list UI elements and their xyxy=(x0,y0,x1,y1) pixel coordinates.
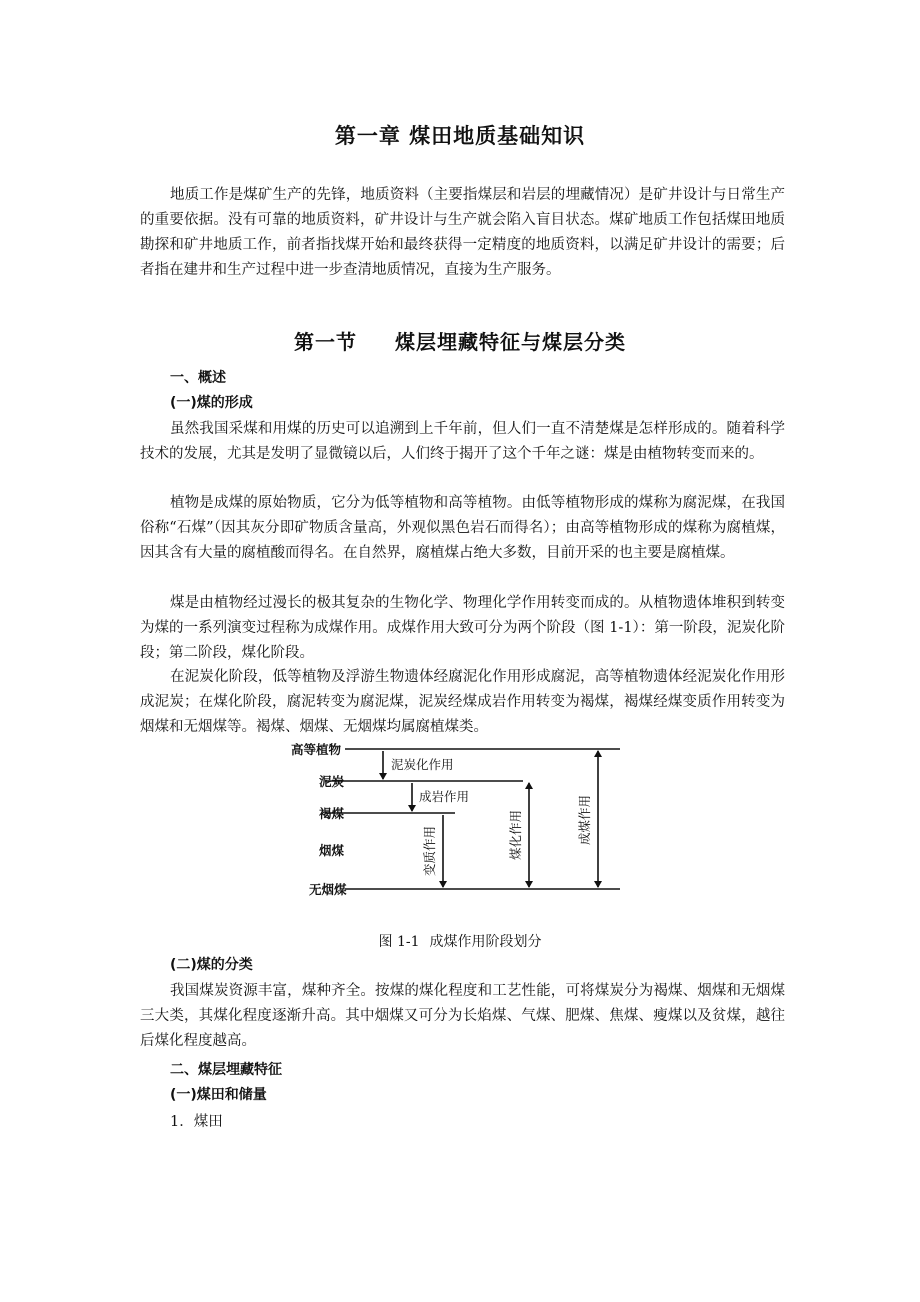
heading-coalfield-reserves: (一)煤田和储量 xyxy=(170,1087,267,1103)
figure-coal-forming-stages xyxy=(285,738,625,903)
label-coalification: 煤化作用 xyxy=(508,809,523,861)
label-bituminous: 烟煤 xyxy=(319,843,345,858)
heading-seam-burial: 二、煤层埋藏特征 xyxy=(170,1062,282,1078)
paragraph-formation-history: 虽然我国采煤和用煤的历史可以追溯到上千年前，但人们一直不清楚煤是怎样形成的。随着科学技术的发展，尤其是发明了显微镜以后，人们终于揭开了这个千年之谜：煤是由植物转变而来的。 xyxy=(140,421,785,462)
figure-caption-text: 成煤作用阶段划分 xyxy=(429,934,542,950)
stage-diagram xyxy=(285,738,625,903)
label-diagenesis: 成岩作用 xyxy=(419,789,470,804)
intro-paragraph: 地质工作是煤矿生产的先锋，地质资料（主要指煤层和岩层的埋藏情况）是矿井设计与日常生产的重要依据。没有可靠的地质资料，矿井设计与生产就会陷入盲目状态。煤矿地质工作包括煤田地质勘探和矿井地质工作，前者指找煤开始和最终获得一定精度的地质资料，以满足矿井设计的需要；后者指在建井和生产过程中进一步查清地质情况，直接为生产服务。 xyxy=(140,187,785,278)
item-coalfield: 1．煤田 xyxy=(170,1114,223,1130)
paragraph-coal-forming-process: 煤是由植物经过漫长的极其复杂的生物化学、物理化学作用转变而成的。从植物遗体堆积到转变为煤的一系列演变过程称为成煤作用。成煤作用大致可分为两个阶段（图 1-1）：第一阶段，泥炭化阶段；第二阶段，煤化阶段。 xyxy=(140,595,785,661)
label-metamorphism: 变质作用 xyxy=(422,825,437,877)
paragraph-coal-classification: 我国煤炭资源丰富，煤种齐全。按煤的煤化程度和工艺性能，可将煤炭分为褐煤、烟煤和无烟煤三大类，其煤化程度逐渐升高。其中烟煤又可分为长焰煤、气煤、肥煤、焦煤、瘦煤以及贫煤，越往后煤化程度越高。 xyxy=(140,983,785,1049)
label-lignite: 褐煤 xyxy=(319,806,345,821)
chapter-title: 第一章 煤田地质基础知识 xyxy=(334,124,586,148)
label-higher-plants: 高等植物 xyxy=(291,742,342,757)
paragraph-coal-forming-stages: 在泥炭化阶段，低等植物及浮游生物遗体经腐泥化作用形成腐泥，高等植物遗体经泥炭化作用形成泥炭；在煤化阶段，腐泥转变为腐泥煤，泥炭经煤成岩作用转变为褐煤，褐煤经煤变质作用转变为烟煤和无烟煤等。褐煤、烟煤、无烟煤均属腐植煤类。 xyxy=(140,669,785,735)
paragraph-plant-origin: 植物是成煤的原始物质，它分为低等植物和高等植物。由低等植物形成的煤称为腐泥煤，在我国俗称“石煤”（因其灰分即矿物质含量高，外观似黑色岩石而得名）；由高等植物形成的煤称为腐植煤，因其含有大量的腐植酸而得名。在自然界，腐植煤占绝大多数，目前开采的也主要是腐植煤。 xyxy=(140,495,785,561)
figure-caption xyxy=(0,931,920,951)
figure-number: 图 1-1 xyxy=(378,934,420,950)
label-peatification: 泥炭化作用 xyxy=(391,757,454,772)
section-heading: 煤层埋藏特征与煤层分类 xyxy=(395,330,626,354)
heading-coal-classification: (二)煤的分类 xyxy=(170,957,253,973)
label-coal-forming: 成煤作用 xyxy=(577,794,592,846)
heading-coal-formation: (一)煤的形成 xyxy=(170,395,253,411)
heading-overview: 一、概述 xyxy=(170,370,226,386)
section-title xyxy=(0,326,920,355)
label-peat: 泥炭 xyxy=(319,774,345,789)
label-anthracite: 无烟煤 xyxy=(309,882,347,897)
section-number: 第一节 xyxy=(294,330,357,354)
